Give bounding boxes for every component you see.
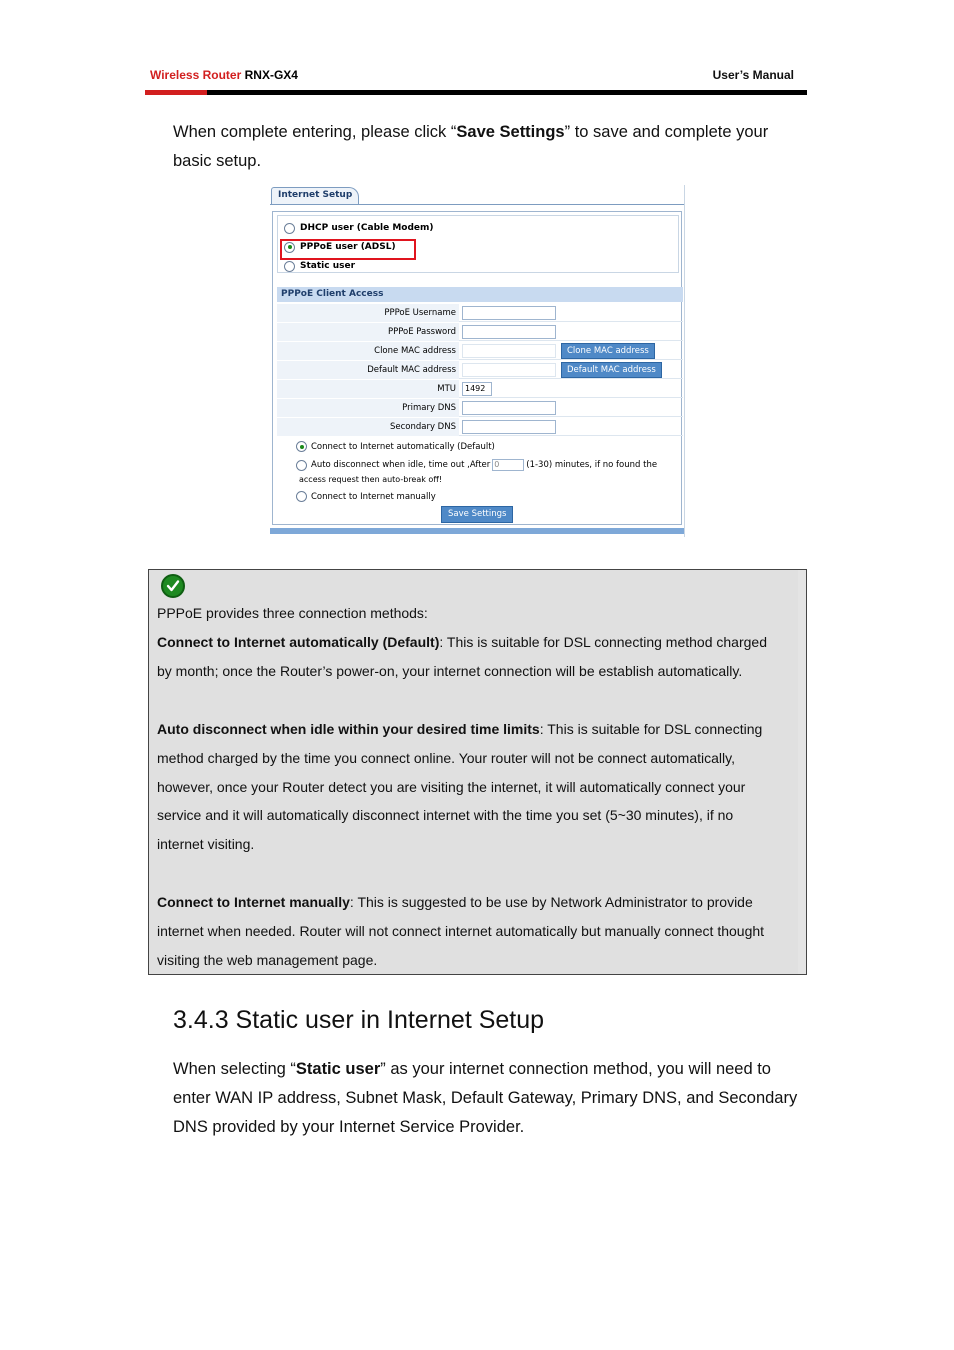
note-method2-line1 [157, 715, 797, 744]
note-method2-text1: : This is suitable for DSL connecting [539, 721, 763, 737]
note-method1-line2: by month; once the Router’s power-on, your internet connection will be establish automatically. [157, 663, 743, 679]
default-mac-label: Default MAC address [277, 361, 459, 379]
header-rule-accent [145, 90, 207, 95]
connect-idle-suffix: (1-30) minutes, if no found the [526, 460, 658, 470]
primary-dns-input[interactable] [462, 401, 556, 415]
intro-text-bold: Save Settings [456, 123, 565, 141]
section-heading: 3.4.3 Static user in Internet Setup [173, 1006, 545, 1034]
option-dhcp-label: DHCP user (Cable Modem) [300, 223, 434, 233]
section-text-bold: Static user [295, 1060, 381, 1078]
secondary-dns-input[interactable] [462, 420, 556, 434]
option-pppoe-label: PPPoE user (ADSL) [300, 242, 396, 252]
intro-paragraph [173, 118, 808, 176]
note-method2-line2: method charged by the time you connect online. Your router will not be connect automatically, [157, 750, 735, 766]
clone-mac-button[interactable]: Clone MAC address [561, 343, 655, 359]
option-static-label: Static user [300, 261, 356, 271]
note-method1-line1 [157, 628, 797, 657]
mtu-label: MTU [277, 380, 459, 398]
row-secondary-dns [277, 418, 683, 436]
username-input[interactable] [462, 306, 556, 320]
note-method3-title: Connect to Internet manually [157, 894, 350, 910]
note-intro: PPPoE provides three connection methods: [157, 605, 428, 621]
secondary-dns-label: Secondary DNS [277, 418, 459, 436]
clone-mac-input[interactable] [462, 344, 556, 358]
default-mac-button[interactable]: Default MAC address [561, 362, 662, 378]
intro-text-post: ” to save and complete your basic setup. [173, 123, 769, 170]
connect-manual-option[interactable] [296, 491, 436, 502]
connect-auto-option[interactable] [296, 441, 495, 452]
row-username [277, 304, 683, 322]
section-text-post: ” as your internet connection method, you will need to enter WAN IP address, Subnet Mask, Default Gateway, Primary DNS, and Secondary DNS provided by your Internet Service Provider. [173, 1060, 798, 1136]
idle-minutes-input[interactable]: 0 [492, 459, 524, 471]
mtu-input[interactable]: 1492 [462, 382, 492, 396]
header-rule [145, 90, 807, 95]
radio-static[interactable] [284, 261, 295, 272]
tab-underline [270, 204, 684, 205]
note-method1-title: Connect to Internet automatically (Default) [157, 634, 440, 650]
row-primary-dns [277, 399, 683, 417]
password-input[interactable] [462, 325, 556, 339]
section-text-pre: When selecting “ [173, 1060, 296, 1078]
note-method2-line5: internet visiting. [157, 836, 255, 852]
note-method3-line1 [157, 888, 797, 917]
connect-idle-option[interactable] [296, 459, 657, 471]
radio-connect-auto[interactable] [296, 441, 307, 452]
header-product-name: Wireless Router [150, 68, 242, 82]
section-paragraph [173, 1055, 805, 1142]
router-screenshot [270, 185, 686, 537]
highlight-box [280, 239, 416, 260]
check-icon [161, 574, 185, 598]
tab-internet-setup[interactable]: Internet Setup [271, 187, 359, 204]
radio-connect-manual[interactable] [296, 491, 307, 502]
note-method3-line3: visiting the web management page. [157, 952, 378, 968]
connect-auto-label: Connect to Internet automatically (Default) [311, 441, 495, 452]
row-default-mac [277, 361, 683, 379]
connection-type-options [277, 215, 679, 273]
row-clone-mac [277, 342, 683, 360]
primary-dns-label: Primary DNS [277, 399, 459, 417]
row-mtu [277, 380, 683, 398]
note-method3-text1: : This is suggested to be use by Network Administrator to provide [349, 894, 753, 910]
note-method3-line2: internet when needed. Router will not connect internet automatically but manually connect thought [157, 923, 765, 939]
username-label: PPPoE Username [277, 304, 459, 322]
header-manual-title: User’s Manual [712, 68, 794, 82]
note-box [148, 569, 807, 975]
connect-manual-label: Connect to Internet manually [311, 491, 436, 502]
row-password [277, 323, 683, 341]
header-product-model: RNX-GX4 [244, 68, 298, 82]
connect-idle-note: access request then auto-break off! [299, 475, 443, 484]
note-method2-title: Auto disconnect when idle within your desired time limits [157, 721, 540, 737]
intro-text-pre: When complete entering, please click “ [173, 123, 457, 141]
default-mac-input[interactable] [462, 363, 556, 377]
screenshot-edge [684, 185, 685, 537]
radio-dhcp[interactable] [284, 223, 295, 234]
note-method1-text1: : This is suitable for DSL connecting method charged [439, 634, 767, 650]
option-dhcp[interactable] [284, 221, 434, 235]
connect-idle-label: Auto disconnect when idle, time out ,After [311, 460, 491, 470]
note-method2-line3: however, once your Router detect you are visiting the internet, it will automatically connect your [157, 779, 746, 795]
save-settings-button[interactable]: Save Settings [441, 506, 513, 523]
note-method2-line4: service and it will automatically disconnect internet with the time you set (5~30 minutes), if no [157, 807, 734, 823]
option-static[interactable] [284, 259, 355, 273]
pppoe-section-title: PPPoE Client Access [277, 287, 683, 302]
screenshot-bottom-bar [270, 528, 684, 534]
password-label: PPPoE Password [277, 323, 459, 341]
radio-connect-idle[interactable] [296, 460, 307, 471]
clone-mac-label: Clone MAC address [277, 342, 459, 360]
header-product [150, 68, 298, 82]
